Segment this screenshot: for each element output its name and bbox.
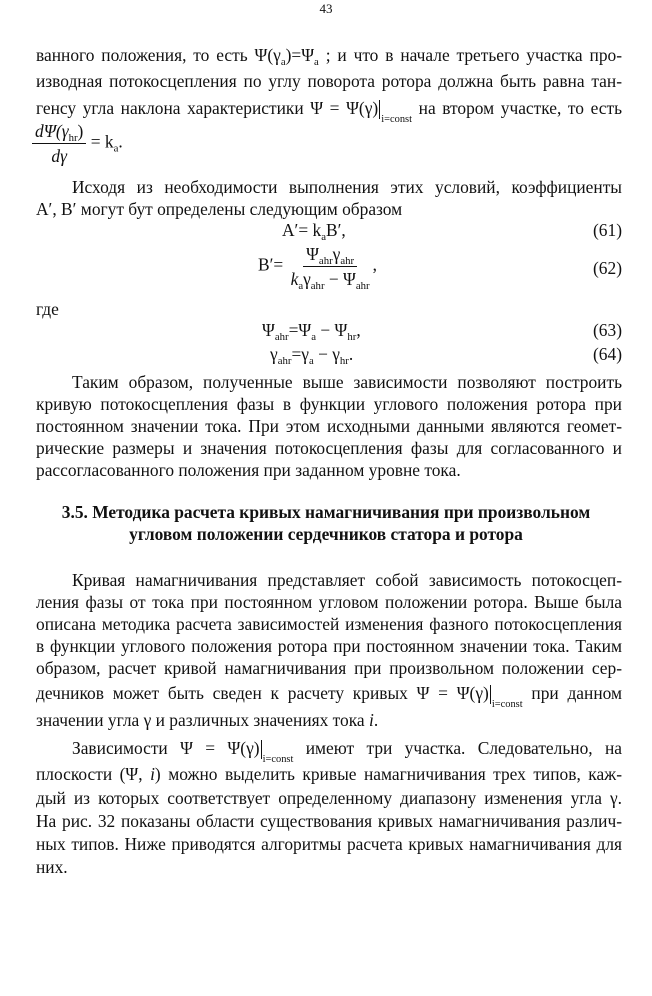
p4-line-6: дечников может быть сведен к расчету кривых Ψ = Ψ(γ)i=const при данном bbox=[36, 683, 622, 711]
p5-line-6: них. bbox=[36, 857, 68, 877]
p4-line-4: в функции углового положения ротора при постоянном значении тока. Таким bbox=[36, 636, 622, 656]
p4-line-2: ления фазы от тока при постоянном угловом положении ротора. Выше была bbox=[36, 592, 622, 612]
p5-line-4: На рис. 32 показаны области существования кривых намагничивания различ- bbox=[36, 811, 622, 831]
equation-62-number: (62) bbox=[593, 258, 622, 278]
p4-line-1: Кривая намагничивания представляет собой зависимость потокосцеп- bbox=[72, 570, 622, 590]
p5-line-3: дый из которых соответствует определенному диапазону изменения угла γ. bbox=[36, 788, 622, 808]
equation-64-number: (64) bbox=[593, 344, 622, 364]
p1-line-1: ванного положения, то есть $\Psi(\gamma_a)=\Psi_a$ ; и что в начале третьего участка про- bbox=[36, 45, 623, 68]
p3-line-1: Таким образом, полученные выше зависимости позволяют построить bbox=[72, 372, 622, 392]
section-heading-line-1: 3.5. Методика расчета кривых намагничивания при произвольном bbox=[61, 502, 591, 522]
p1-line-2: изводная потокосцепления по углу поворота ротора должна быть равна тан- bbox=[36, 71, 622, 91]
equation-63-number: (63) bbox=[593, 320, 622, 340]
p1-line-3: генсу угла наклона характеристики Ψ = Ψ(γ)i=const на втором участке, то есть bbox=[36, 98, 623, 126]
where-label: где bbox=[36, 299, 59, 319]
p4-line-3: описана методика расчета зависимостей изменения фазного потокосцепления bbox=[36, 614, 622, 634]
equation-62: B′= $\frac{\Psi_{ahr}\gamma_{ahr}}{k_a\gamma_{ahr} - \Psi_{ahr}}$ , bbox=[258, 244, 377, 292]
equation-63: $\Psi_{ahr}=\Psi_a - \Psi_{hr}$, bbox=[262, 320, 361, 343]
p3-line-3: постоянном значении тока. При этом исходными данными являются геомет- bbox=[36, 416, 622, 436]
p3-line-5: рассогласованного положения при заданном уровне тока. bbox=[36, 460, 461, 480]
p5-line-2: плоскости (Ψ, i) можно выделить кривые намагничивания трех типов, каж- bbox=[36, 764, 622, 784]
equation-64: $\gamma_{ahr}=\gamma_a - \gamma_{hr}$. bbox=[270, 344, 354, 367]
section-heading-line-2: угловом положении сердечников статора и ротора bbox=[129, 524, 523, 544]
p2-line-2: A′, B′ могут бут определены следующим образом bbox=[36, 199, 403, 219]
p4-line-7: значении угла γ и различных значениях тока i. bbox=[36, 710, 379, 730]
page-number: 43 bbox=[319, 1, 333, 16]
p3-line-4: рические размеры и значения потокосцепления фазы для согласованного и bbox=[36, 438, 622, 458]
p2-line-1: Исходя из необходимости выполнения этих условий, коэффициенты bbox=[72, 177, 622, 197]
p4-line-5: образом, расчет кривой намагничивания при произвольном положении сер- bbox=[36, 658, 622, 678]
p3-line-2: кривую потокосцепления фазы в функции углового положения ротора при bbox=[36, 394, 622, 414]
equation-61-number: (61) bbox=[593, 220, 622, 240]
p5-line-5: ных типов. Ниже приводятся алгоритмы расчета кривых намагничивания для bbox=[36, 834, 622, 854]
derivative-condition: $\frac{d\Psi(\gamma_{hr})}{d\gamma}$ = $k_a$. bbox=[32, 121, 123, 166]
p5-line-1: Зависимости Ψ = Ψ(γ)i=const имеют три участка. Следовательно, на bbox=[72, 738, 622, 766]
equation-61: $A'= k_aB'$, bbox=[282, 220, 346, 243]
